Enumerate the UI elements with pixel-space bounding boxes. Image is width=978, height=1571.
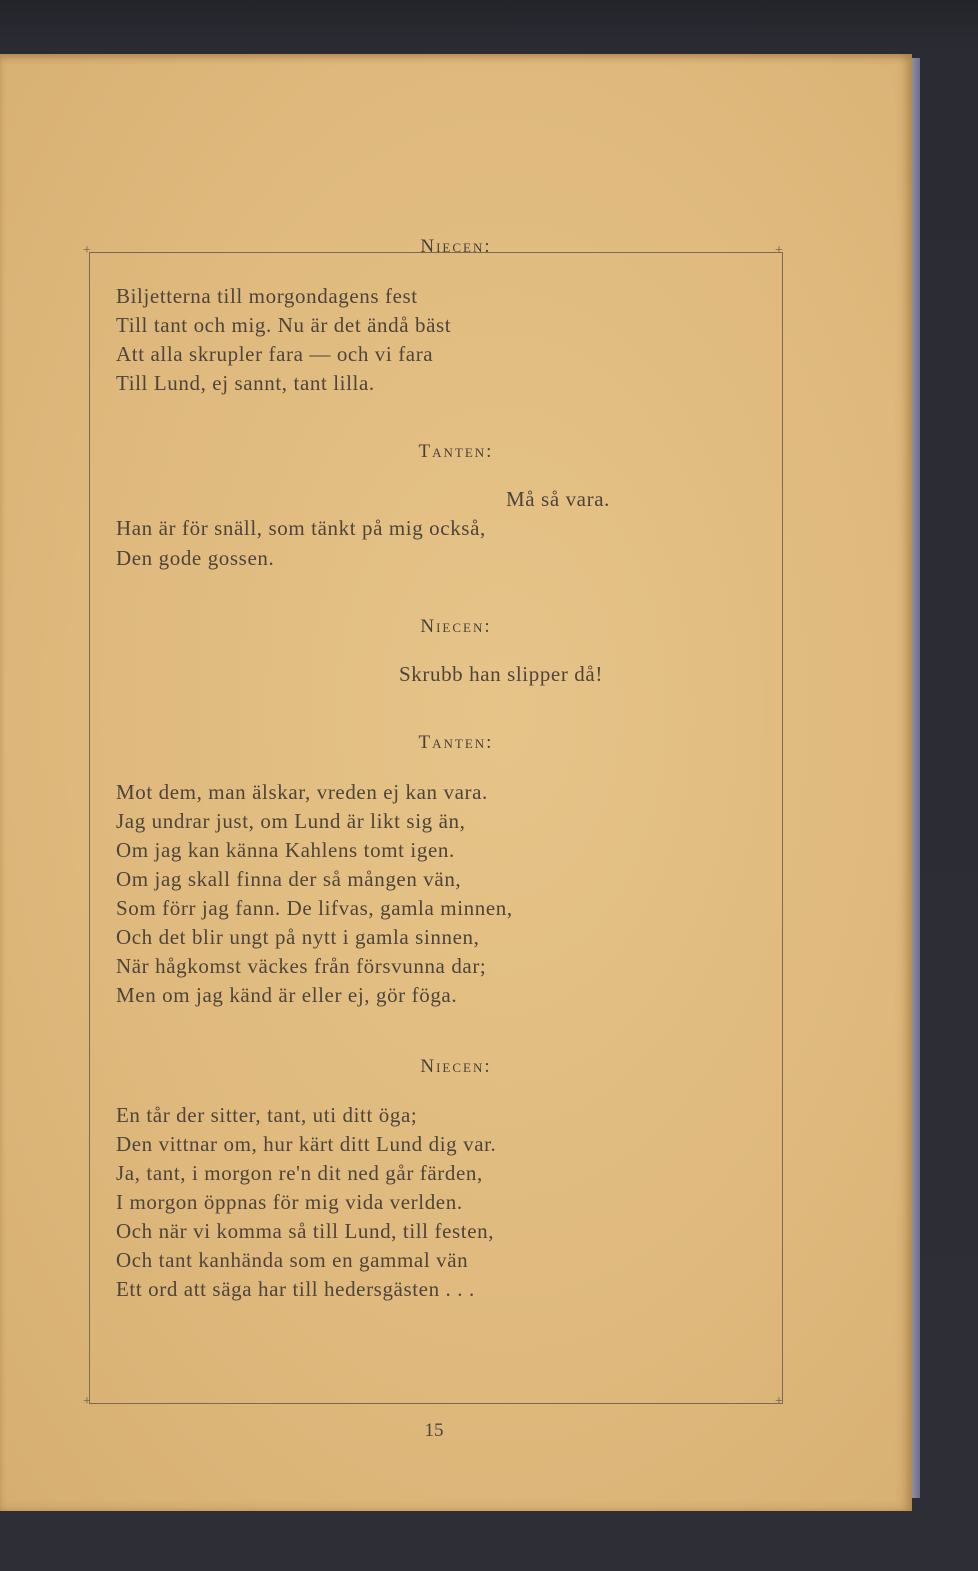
verse-line: Till tant och mig. Nu är det ändå bäst <box>116 313 452 337</box>
speaker-heading: Niecen: <box>420 616 492 637</box>
verse-line: Att alla skrupler fara — och vi fara <box>116 342 434 366</box>
verse-line: Han är för snäll, som tänkt på mig också, <box>116 516 486 540</box>
verse-line: I morgon öppnas för mig vida verlden. <box>116 1190 463 1214</box>
verse-line: Den gode gossen. <box>116 546 275 570</box>
verse-line: Ett ord att säga har till hedersgästen . . . <box>116 1277 475 1301</box>
verse-line: Jag undrar just, om Lund är likt sig än, <box>116 809 466 833</box>
speaker-heading: Tanten: <box>418 732 494 753</box>
verse-line: Och när vi komma så till Lund, till festen, <box>116 1219 495 1243</box>
verse-line: När hågkomst väckes från försvunna dar; <box>116 954 487 978</box>
page-number: 15 <box>424 1420 444 1441</box>
page-edge-shadow <box>912 58 920 1498</box>
verse-line: Och tant kanhända som en gammal vän <box>116 1248 469 1272</box>
verse-line: En tår der sitter, tant, uti ditt öga; <box>116 1103 418 1127</box>
verse-line: Må så vara. <box>506 487 610 511</box>
paper-page <box>0 54 912 1511</box>
speaker-heading: Niecen: <box>420 236 492 257</box>
verse-line: Och det blir ungt på nytt i gamla sinnen, <box>116 925 480 949</box>
verse-line: Om jag skall finna der så mången vän, <box>116 867 462 891</box>
frame-corner-mark: + <box>775 243 783 258</box>
verse-line: Till Lund, ej sannt, tant lilla. <box>116 371 375 395</box>
frame-corner-mark: + <box>83 1394 91 1409</box>
verse-line: Mot dem, man älskar, vreden ej kan vara. <box>116 780 488 804</box>
verse-line: Men om jag känd är eller ej, gör föga. <box>116 983 458 1007</box>
verse-line: Ja, tant, i morgon re'n dit ned går färden, <box>116 1161 483 1185</box>
verse-line: Som förr jag fann. De lifvas, gamla minnen, <box>116 896 513 920</box>
speaker-heading: Tanten: <box>418 441 494 462</box>
verse-line: Om jag kan känna Kahlens tomt igen. <box>116 838 455 862</box>
speaker-heading: Niecen: <box>420 1056 492 1077</box>
verse-line: Skrubb han slipper då! <box>399 662 603 686</box>
verse-line: Biljetterna till morgondagens fest <box>116 284 418 308</box>
verse-line: Den vittnar om, hur kärt ditt Lund dig var. <box>116 1132 497 1156</box>
frame-corner-mark: + <box>775 1394 783 1409</box>
frame-corner-mark: + <box>83 243 91 258</box>
